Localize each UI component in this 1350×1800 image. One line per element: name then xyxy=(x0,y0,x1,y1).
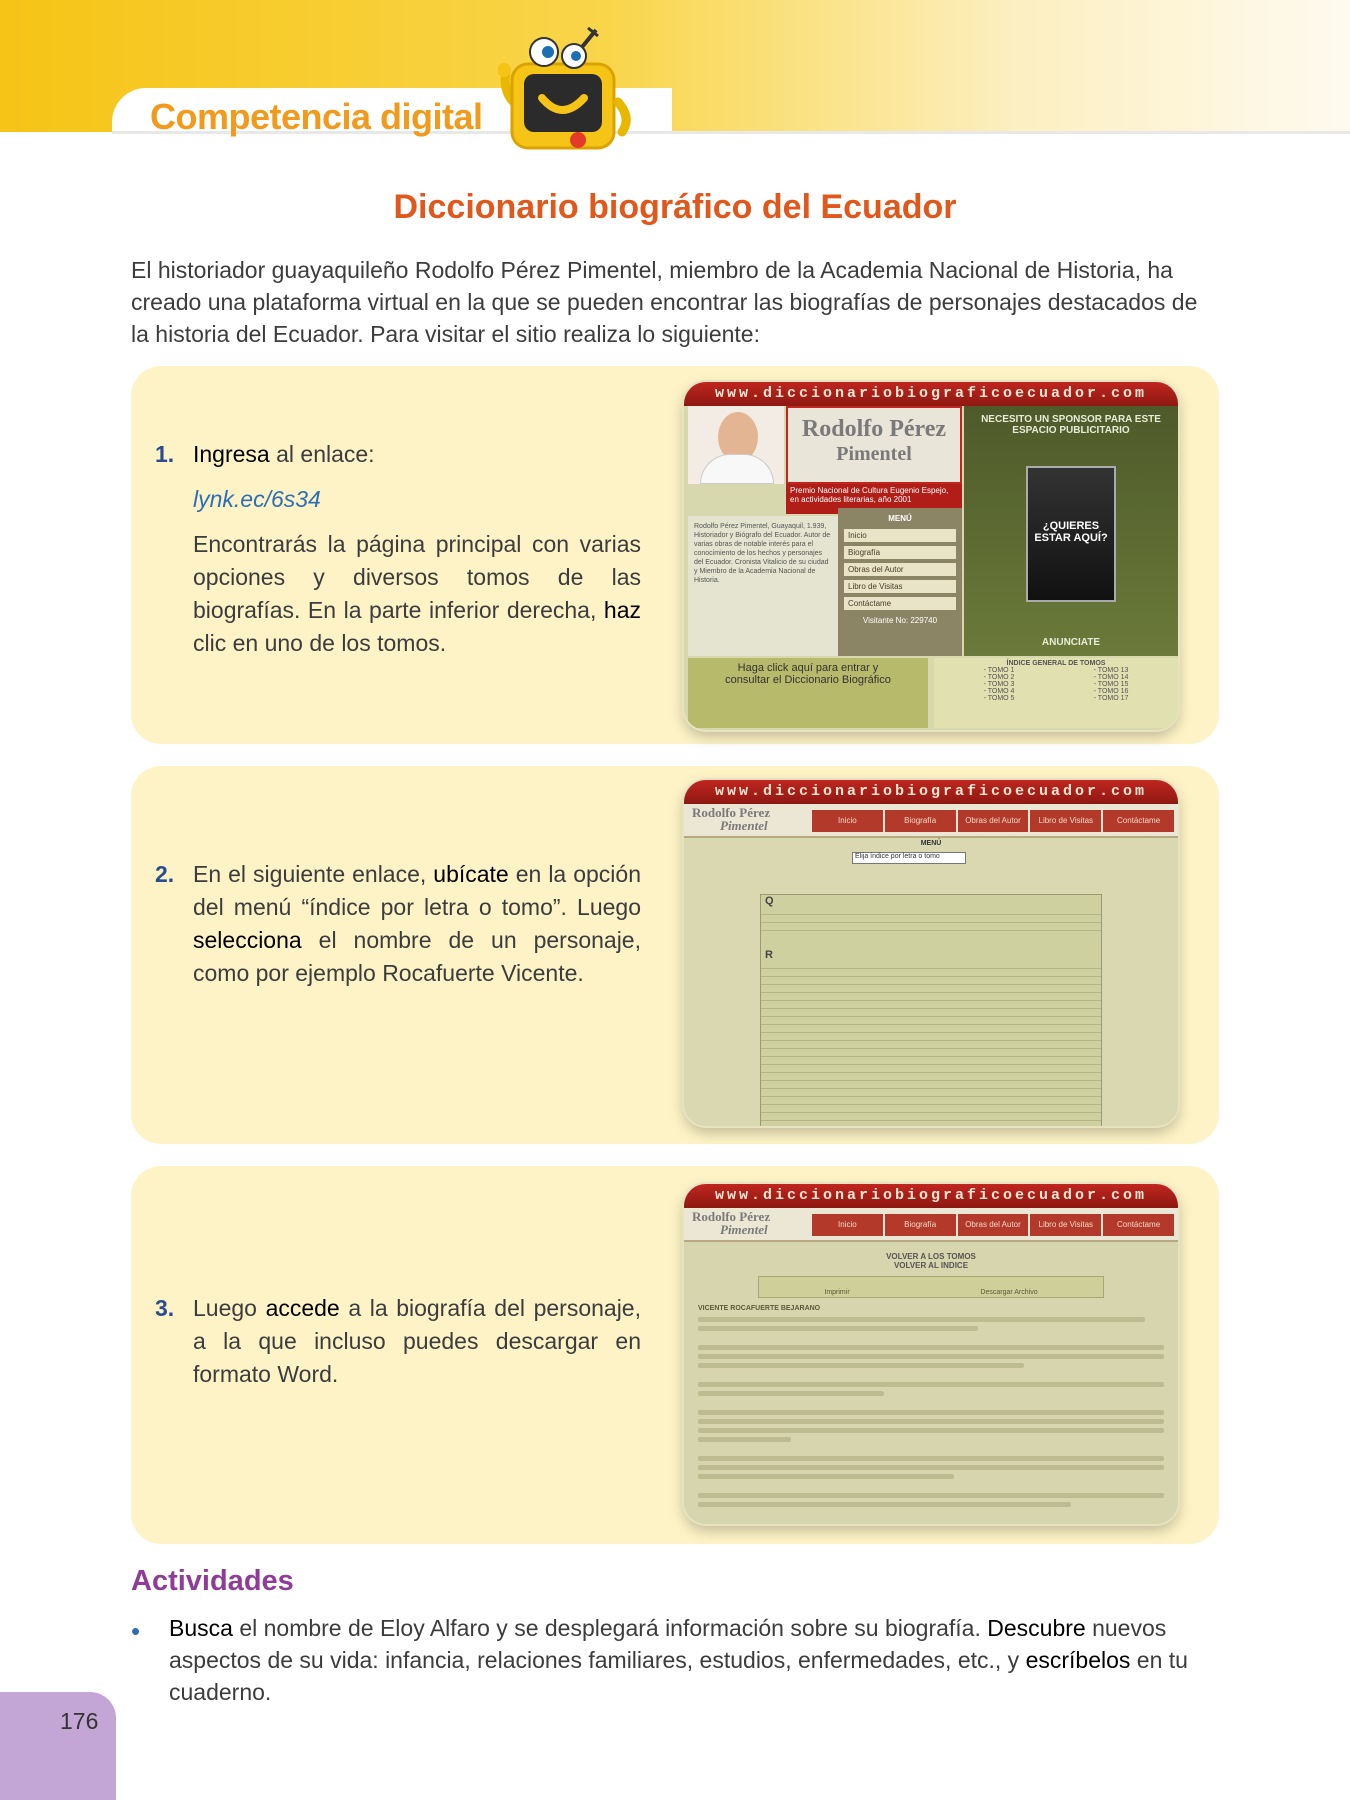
activities-title: Actividades xyxy=(131,1565,294,1597)
site-header xyxy=(684,1208,1178,1242)
ad-panel xyxy=(964,406,1178,656)
tomo-link[interactable]: - TOMO 2 xyxy=(983,674,1015,681)
enter-dictionary-banner[interactable] xyxy=(688,658,928,728)
menu-title: MENÚ xyxy=(920,840,942,847)
menu-title: MENÚ xyxy=(844,512,956,525)
step-number: 3. xyxy=(155,1295,175,1321)
step-text-part: a la biografía del personaje, a la que incluso puedes descargar en formato Word. xyxy=(193,1295,641,1387)
menu-item[interactable]: Biografía xyxy=(844,546,956,559)
robot-mascot-icon xyxy=(498,22,638,162)
tomo-link[interactable]: - TOMO 17 xyxy=(1093,695,1129,702)
bullet-icon: • xyxy=(131,1616,141,1646)
step-2-text xyxy=(155,858,641,990)
menu-item[interactable]: Libro de Visitas xyxy=(844,580,956,593)
intro-paragraph: El historiador guayaquileño Rodolfo Pérez Pimentel, miembro de la Academia Nacional de Historia, ha creado una plataforma virtual en la que se pueden encontrar las biografías de personajes destacados de la historia del Ecuador. Para visitar el sitio realiza lo siguiente: xyxy=(131,257,1198,347)
step-1-text xyxy=(155,438,641,660)
step-text-part: En el siguiente enlace, xyxy=(193,861,434,887)
step-text-part: clic en uno de los tomos. xyxy=(193,630,447,656)
nav-tab[interactable]: Obras del Autor xyxy=(958,1214,1029,1236)
author-name-banner xyxy=(786,406,962,484)
step-text-part: Encontrarás la página principal con varias opciones y diversos tomos de las biografías. En la parte inferior derecha, xyxy=(193,531,641,623)
ad-button[interactable]: ANUNCIATE xyxy=(1041,637,1101,648)
nav-tab[interactable]: Contáctame xyxy=(1103,1214,1174,1236)
activity-text xyxy=(169,1612,1221,1708)
index-page xyxy=(684,838,1178,1126)
names-table xyxy=(760,894,1102,1126)
site-url: www.diccionariobiograficoecuador.com xyxy=(684,780,1178,804)
tomo-link[interactable]: - TOMO 13 xyxy=(1093,667,1129,674)
page-title: Diccionario biográfico del Ecuador xyxy=(393,188,957,226)
tomo-link[interactable]: - TOMO 16 xyxy=(1093,688,1129,695)
logo-line: Pimentel xyxy=(720,1222,768,1237)
click-line: Haga click aquí para entrar y xyxy=(737,662,879,674)
site-logo xyxy=(692,806,802,836)
site-menu xyxy=(838,508,962,656)
step-verb: Ingresa xyxy=(193,441,270,467)
ad-text: NECESITO UN SPONSOR PARA ESTE ESPACIO PUBLICITARIO xyxy=(981,414,1161,436)
nav-tab[interactable]: Biografía xyxy=(885,810,956,832)
tomo-link[interactable]: - TOMO 4 xyxy=(983,688,1015,695)
tv-icon xyxy=(1026,466,1116,602)
site-url: www.diccionariobiograficoecuador.com xyxy=(684,1184,1178,1208)
step-verb: haz xyxy=(603,597,641,623)
nav-tab[interactable]: Obras del Autor xyxy=(958,810,1029,832)
print-button[interactable]: Imprimir xyxy=(824,1289,850,1296)
screenshot-index xyxy=(684,780,1178,1126)
site-header xyxy=(684,804,1178,838)
letter-header: Q xyxy=(765,895,774,907)
activity-verb: Descubre xyxy=(987,1615,1086,1641)
menu-item[interactable]: Contáctame xyxy=(844,597,956,610)
step-number: 2. xyxy=(155,861,175,887)
logo-line: Pimentel xyxy=(720,818,768,833)
click-line: consultar el Diccionario Biográfico xyxy=(725,674,891,686)
activity-verb: Busca xyxy=(169,1615,233,1641)
step-verb: ubícate xyxy=(433,861,509,887)
activity-verb: escríbelos xyxy=(1025,1647,1131,1673)
page-tab xyxy=(0,1692,116,1800)
activity-text-part: el nombre de Eloy Alfaro y se desplegará información sobre su biografía. xyxy=(232,1615,988,1641)
nav-tab[interactable]: Biografía xyxy=(885,1214,956,1236)
site-nav xyxy=(812,1214,1174,1236)
nav-tab[interactable]: Libro de Visitas xyxy=(1030,810,1101,832)
activity-text-part: en tu cuaderno. xyxy=(169,1647,1188,1705)
page-number: 176 xyxy=(60,1708,99,1734)
step-verb: selecciona xyxy=(193,927,302,953)
step-text-part: al enlace: xyxy=(269,441,375,467)
tomo-link[interactable]: - TOMO 14 xyxy=(1093,674,1129,681)
prize-text: Premio Nacional de Cultura Eugenio Espejo, en actividades literarias, año 2001 xyxy=(786,484,962,514)
menu-item[interactable]: Obras del Autor xyxy=(844,563,956,576)
activity-text-part: nuevos aspectos de su vida: infancia, relaciones familiares, estudios, enfermedades, etc., y xyxy=(169,1615,1167,1673)
back-to-index-link[interactable]: VOLVER AL INDICE xyxy=(893,1261,969,1270)
download-button[interactable]: Descargar Archivo xyxy=(980,1289,1038,1296)
ad-tv-text: ¿QUIERES ESTAR AQUÍ? xyxy=(1034,520,1108,544)
back-to-tomos-link[interactable]: VOLVER A LOS TOMOS xyxy=(886,1252,976,1261)
author-bio: Rodolfo Pérez Pimentel, Guayaquil, 1.939, Historiador y Biógrafo del Ecuador. Autor de varias obras de notable interés para el conocimiento de los hechos y personajes del Ecuador. Cronista Vitalicio de su ciudad y Miembro de la Academia Nacional de Historia. xyxy=(688,516,838,656)
nav-tab[interactable]: Libro de Visitas xyxy=(1030,1214,1101,1236)
step-text-part: el nombre de un personaje, como por ejemplo Rocafuerte Vicente. xyxy=(193,927,641,986)
author-photo xyxy=(688,406,784,484)
site-nav xyxy=(812,810,1174,832)
menu-item[interactable]: Inicio xyxy=(844,529,956,542)
site-url: www.diccionariobiograficoecuador.com xyxy=(684,382,1178,406)
nav-tab[interactable]: Inicio xyxy=(812,810,883,832)
nav-tab[interactable]: Contáctame xyxy=(1103,810,1174,832)
step-number: 1. xyxy=(155,441,175,467)
name-line: Pimentel xyxy=(836,443,912,465)
screenshot-home xyxy=(684,382,1178,730)
screenshot-biography xyxy=(684,1184,1178,1524)
site-logo xyxy=(692,1210,802,1240)
logo-line: Rodolfo Pérez xyxy=(692,1209,771,1224)
tomo-link[interactable]: - TOMO 15 xyxy=(1093,681,1129,688)
tomo-link[interactable]: - TOMO 5 xyxy=(983,695,1015,702)
tomo-link[interactable]: - TOMO 1 xyxy=(983,667,1015,674)
step-3-text xyxy=(155,1292,641,1391)
letter-header: R xyxy=(765,949,773,961)
step-link[interactable]: lynk.ec/6s34 xyxy=(193,486,321,512)
name-line: Rodolfo Pérez xyxy=(801,416,947,442)
step-text-part: Luego xyxy=(193,1295,266,1321)
nav-tab[interactable]: Inicio xyxy=(812,1214,883,1236)
download-bar xyxy=(758,1276,1104,1298)
tomos-index xyxy=(934,658,1178,728)
visitor-counter: Visitante No: 229740 xyxy=(844,614,956,627)
index-select[interactable]: Elija índice por letra o tomo xyxy=(852,852,966,864)
index-title: ÍNDICE GENERAL DE TOMOS xyxy=(1006,660,1106,667)
biography-heading: VICENTE ROCAFUERTE BEJARANO xyxy=(698,1305,821,1312)
section-title: Competencia digital xyxy=(150,96,483,137)
step-text-part: en la opción del menú “índice por letra o tomo”. Luego xyxy=(193,861,641,920)
tomo-link[interactable]: - TOMO 3 xyxy=(983,681,1015,688)
step-verb: accede xyxy=(265,1295,340,1321)
step-paragraph xyxy=(193,528,641,660)
logo-line: Rodolfo Pérez xyxy=(692,805,771,820)
biography-page xyxy=(684,1242,1178,1524)
